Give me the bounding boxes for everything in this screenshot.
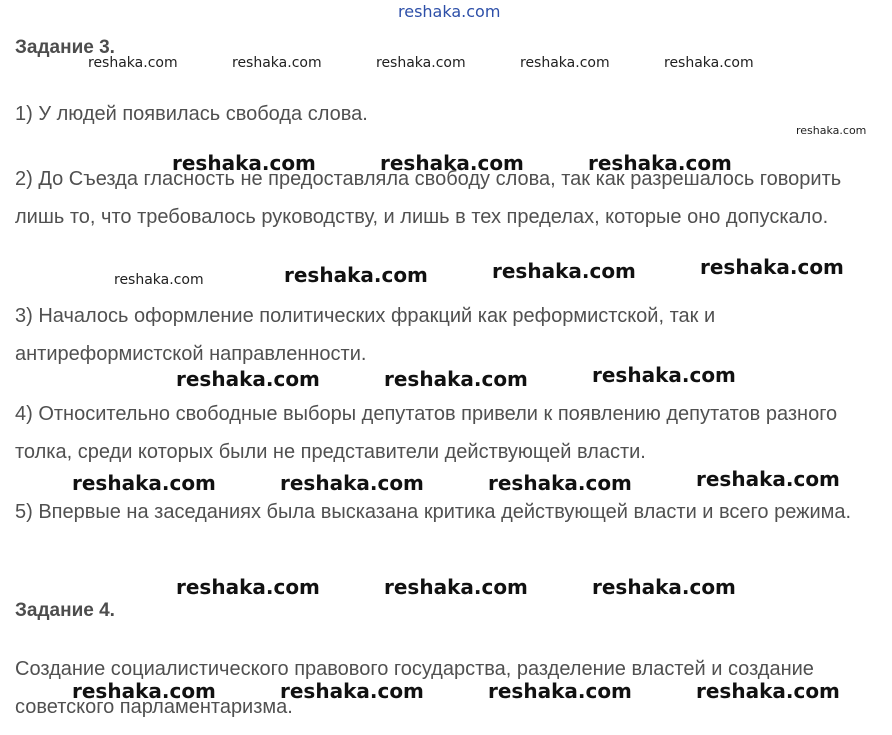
- watermark: reshaka.com: [664, 55, 754, 71]
- task-3-item-1: 1) У людей появилась свобода слова.: [15, 103, 368, 125]
- watermark: reshaka.com: [696, 467, 840, 491]
- watermark: reshaka.com: [280, 679, 424, 703]
- watermark: reshaka.com: [284, 263, 428, 287]
- task-4-answer: Создание социалистического правового государства, разделение властей и создание советского парламентаризма.: [15, 658, 814, 718]
- watermark: reshaka.com: [176, 367, 320, 391]
- watermark: reshaka.com: [232, 55, 322, 71]
- watermark: reshaka.com: [700, 255, 844, 279]
- watermark: reshaka.com: [492, 259, 636, 283]
- watermark: reshaka.com: [384, 367, 528, 391]
- watermark: reshaka.com: [172, 151, 316, 175]
- watermark: reshaka.com: [588, 151, 732, 175]
- task-3-item-4: 4) Относительно свободные выборы депутатов привели к появлению депутатов разного толка, среди которых были не представители действующей власти.: [15, 403, 838, 463]
- watermark: reshaka.com: [280, 471, 424, 495]
- watermark: reshaka.com: [592, 575, 736, 599]
- watermark: reshaka.com: [796, 124, 867, 137]
- watermark: reshaka.com: [696, 679, 840, 703]
- watermark: reshaka.com: [176, 575, 320, 599]
- watermark: reshaka.com: [72, 679, 216, 703]
- watermark: reshaka.com: [380, 151, 524, 175]
- watermark: reshaka.com: [376, 55, 466, 71]
- watermark: reshaka.com: [384, 575, 528, 599]
- watermark: reshaka.com: [488, 679, 632, 703]
- watermark: reshaka.com: [488, 471, 632, 495]
- watermark: reshaka.com: [592, 363, 736, 387]
- task-3-heading: Задание 3.: [15, 37, 115, 58]
- site-mark-top: reshaka.com: [398, 2, 501, 21]
- task-3-item-3: 3) Началось оформление политических фракций как реформистской, так и антиреформистской направленности.: [15, 305, 716, 365]
- task-3-item-2: 2) До Съезда гласность не предоставляла свободу слова, так как разрешалось говорить лишь то, что требовалось руководству, и лишь в тех пределах, которые оно допускало.: [15, 168, 842, 228]
- watermark: reshaka.com: [114, 272, 204, 288]
- watermark: reshaka.com: [72, 471, 216, 495]
- watermark: reshaka.com: [88, 55, 178, 71]
- watermark: reshaka.com: [520, 55, 610, 71]
- task-3-item-5: 5) Впервые на заседаниях была высказана критика действующей власти и всего режима.: [15, 501, 852, 523]
- task-4-heading: Задание 4.: [15, 600, 115, 621]
